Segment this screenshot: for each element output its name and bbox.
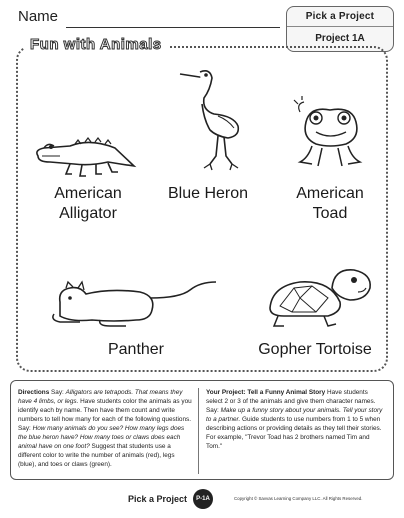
animal-panther [40,268,220,362]
panther-icon [40,268,220,330]
animal-gopher-tortoise [240,258,390,362]
directions-divider [198,388,199,474]
name-row [18,8,280,28]
toad-label: American Toad [296,185,364,222]
animal-alligator [30,118,140,228]
badge-title: Pick a Project [287,7,393,27]
worksheet-title: Fun with Animals [24,36,168,53]
tortoise-label: Gopher Tortoise [258,341,372,358]
footer-label: Pick a Project [128,494,188,504]
project-text: Your Project: Tell a Funny Animal Story Have students select 2 or 3 of the animals and give them character names. Say: Make up a funny story about your animals. Tell your story to a partner. Guide students to use numbers from 1 to 5 when describing actions or providing details as they tell their stories. For example, "Trevor Toad has 2 brothers named Tim and Tom." [206,389,383,450]
heron-label: Blue Heron [167,185,249,202]
animal-blue-heron [148,64,268,214]
alligator-icon [30,126,140,186]
panther-label: Panther [107,341,165,358]
page-badge: P-1A [193,489,213,509]
alligator-label: American Alligator [54,185,122,222]
directions-text: Directions Say: Alligators are tetrapods. That means they have 4 limbs, or legs. Have students color the animals as you identify each by name. Then have them count and write numbers to tell how many for each of the following questions. Say: How many animals do you see? How many legs does the blue heron have? How many toes or claws does each animal have on one foot? Suggest that students use a different color to write the number of animals (red), legs (blue), and toes or claws (green). [18,389,192,468]
name-label: Name [18,8,59,25]
name-write-line [66,27,280,28]
toad-icon [286,92,376,182]
heron-icon [158,64,268,176]
badge-project: Project 1A [315,33,365,44]
copyright-text: Copyright © Savvas Learning Company LLC. All Rights Reserved. [234,496,363,501]
animal-american-toad [280,92,380,228]
tortoise-icon [254,258,384,332]
